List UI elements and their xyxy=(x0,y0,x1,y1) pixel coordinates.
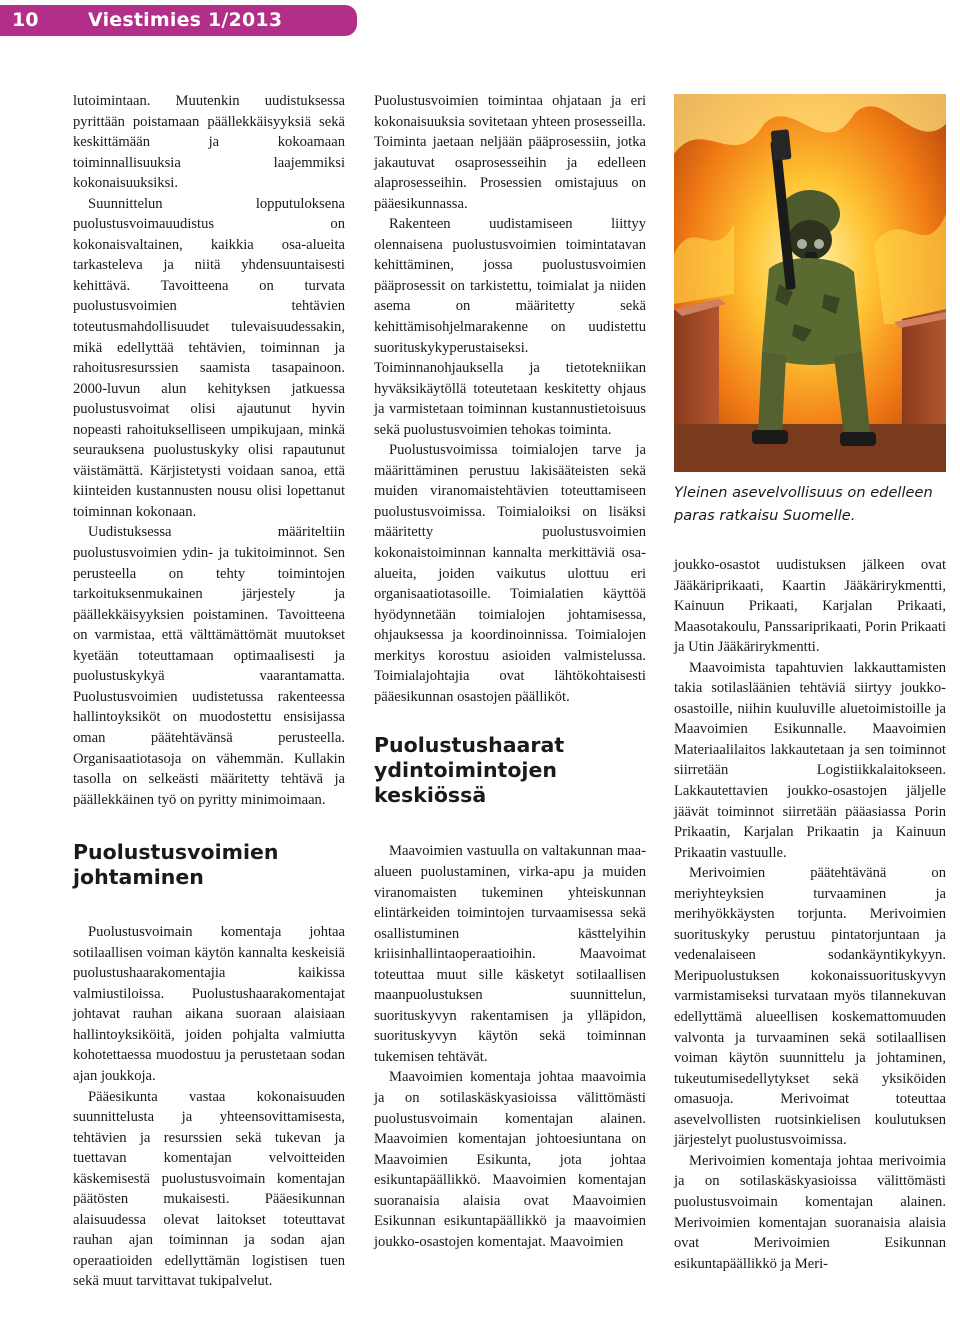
soldier-fire-photo xyxy=(674,94,946,472)
paragraph: Puolustusvoimissa toimialojen tarve ja määrittäminen perustuu lakisääteisten sekä muiden viranomaistehtävien toteuttamiseen puolustusvoimissa. Toimialoiksi on lisäksi määritetty puolustusvoimien kokonaistoiminnan kannalta merkittäviä osa-alueita, joiden vaikutus ulottuu eri organisaatiotasoille. Toimialatien käyttöä hyödynnetään toimialojen johtamisessa, ohjauksessa ja koordinoinnissa. Toimialojen merkitys korostuu asioiden valmistelussa. Toimialajohtajia ovat lähtökohtaisesti pääesikunnan osastojen päälliköt. xyxy=(374,442,646,705)
paragraph: Rakenteen uudistamiseen liittyy olennaisena puolustusvoimien toimintatavan kehittäminen, jossa puolustusvoimien pääprosessit on tarkistettu, toimialat ja niiden asema on määritetty sekä kehittämisohjelmarakenne on uudistettu suorituskykyperustaiseksi. Toiminnanohjauksella ja tietotekniikan hyväksikäytöllä toteutetaan keskitetty ohjaus ja varmistetaan toiminnan kustannustietoisuus sekä puolustusvoimien tehokas toiminta. xyxy=(374,216,646,438)
paragraph: Maavoimien vastuulla on valtakunnan maa-alueen puolustaminen, virka-apu ja muiden viranomaisten tukeminen yhteiskunnan elintärkeiden toimintojen turvaamisessa sekä osallistuminen kästtelyihin kriisinhallintaoperaatioihin. Maavoimat toteuttaa muut sille käsketyt sotilaallisen maanpuolustuksen suunnittelun, suorituskyvyn rakentamisen ja ylläpidon, suorituskyvyn käytön sekä toiminnan tukemisen tehtävät. xyxy=(374,843,646,1065)
page-header-bar xyxy=(0,5,357,36)
paragraph: joukko-osastot uudistuksen jälkeen ovat Jääkäriprikaati, Kaartin Jääkärirykmentti, Kainuun Prikaati, Karjalan Prikaati, Maasotakoulu, Panssariprikaati, Porin Prikaati ja Utin Jääkärirykmentti. xyxy=(674,557,946,656)
publication-title: Viestimies 1/2013 xyxy=(88,9,283,31)
photo-caption: Yleinen asevelvollisuus on edelleen paras ratkaisu Suomelle. xyxy=(674,484,933,524)
column-3 xyxy=(674,555,946,1274)
section-heading-johtaminen: Puolustusvoimien johtaminen xyxy=(73,840,279,890)
column-1 xyxy=(73,91,345,1292)
paragraph: lutoimintaan. Muutenkin uudistuksessa pyrittään poistamaan päällekkäisyyksiä sekä keskittämään ja kokoamaan toiminnallisuuksia laajemmiksi kokonaisuuksiksi. xyxy=(73,93,345,192)
section-heading-puolustushaarat: Puolustushaarat ydintoimintojen keskiössä xyxy=(374,733,565,808)
paragraph: Uudistuksessa määriteltiin puolustusvoimien ydin- ja tukitoiminnot. Sen perusteella on tehty toimintojen tarkoituksenmukainen järjestely ja päällekkäisyyksien poistaminen. Tavoitteena on varmistaa, että välttämättömät muutokset kyetään toteuttamaan optimaalisesti ja puolustuskykyä vaarantamatta. Puolustusvoimien uudistetussa rakenteessa hallintoyksiköt on muodostettu ensisijassa oman päätehtävänsä perusteella. Organisaatiotasoja on vähemmän. Kullakin tasolla on selkeästi määritetty tehtävä ja päällekkäinen työ on pyritty minimoimaan. xyxy=(73,524,345,808)
paragraph: Merivoimien komentaja johtaa merivoimia ja on sotilaskäskyasioissa välittömästi puolustusvoimain komentajan alainen. Merivoimien komentajan suoranaisia alaisia ovat Merivoimien Esikunnan esikuntapäällikkö ja Meri- xyxy=(674,1152,946,1272)
paragraph: Merivoimien päätehtävänä on meriyhteyksien turvaaminen ja merihyökkäysten torjunta. Merivoimien suorituskyky perustuu pintatorjuntaan ja vedenalaiseen sodankäyntikykyyn. Meripuolustuksen kokonaissuorituskyvyn varmistamiseksi turvataan myös tilannekuvan edellyttämä alueellisen koskemattomuuden valvonta ja turvaaminen sekä sotilaallisen voiman käytön suunnittelu ja johtaminen, tukeutumisedellytykset sekä yksiköiden omasuoja. Merivoimat toteuttaa asevelvollisten ruotsinkielisen koulutuksen järjestelyt puolustusvoimissa. xyxy=(674,865,946,1149)
paragraph: Puolustusvoimain komentaja johtaa sotilaallisen voiman käytön kannalta keskeisiä puolustushaarakomentajia kaikissa valmiustiloissa. Puolustushaarakomentajat johtavat rauhan aikana suoraan alaisiaan hallintoyksiköitä, joiden pohjalta valmiutta kohotettaessa muodostuu ja perustetaan sodan ajan joukkoja. xyxy=(73,924,345,1084)
page-number: 10 xyxy=(12,9,39,31)
column-2 xyxy=(374,91,646,1252)
paragraph: Puolustusvoimien toimintaa ohjataan ja eri kokonaisuuksia sovitetaan yhteen prosesseilla. Toiminta jaetaan neljään pääprosessiin, jotka jakautuvat osaprosesseihin ja edelleen alaprosesseihin. Prosessien omistajuus on pääesikunnassa. xyxy=(374,93,646,212)
paragraph: Maavoimien komentaja johtaa maavoimia ja on sotilaskäskyasioissa välittömästi puolustusvoimain komentajan alainen. Maavoimien komentajan johtoesiuntana on Maavoimien Esikunta, jota johtaa esikuntapäällikkö. Maavoimien komentajan suoranaisia alaisia ovat Maavoimien Esikunnan esikuntapäällikkö ja maavoimien joukko-osastojen komentajat. Maavoimien xyxy=(374,1069,646,1250)
paragraph: Pääesikunta vastaa kokonaisuuden suunnittelusta ja yhteensovittamisesta, tehtävien ja resurssien sekä tukevan ja tuettavan komentajan velvoitteiden käskemisestä puolustusvoimain komentajan päätösten mukaisesti. Pääesikunnan alaisuudessa olevat laitokset toteuttavat rauhan ajan toiminnan ja sodan ajan operaatioiden edellyttämän logistisen tuen sekä muut tarvittavat tukipalvelut. xyxy=(73,1088,345,1290)
paragraph: Suunnittelun lopputuloksena puolustusvoimauudistus on kokonaisvaltainen, kaikkia osa-alueita tarkasteleva ja niitä yhdensuuntaisesti kehittävä. Tavoitteena on turvata puolustusvoimien tehtävien toteutusmahdollisuudet tulevaisuudessakin, mikä edellyttää tehtävien, toiminnan ja rahoitusresurssien saamista tasapainoon. 2000-luvun alun kehityksen jatkuessa puolustusvoimat olisi ajautunut hyvin nopeasti rahoitukselliseen umpikujaan, minkä seurauksena puolustuskyky olisi rapautunut väistämättä. Kärjistetysti voidaan sanoa, että kiinteiden kustannusten nousu olisi lopettanut toiminnan kokonaan. xyxy=(73,195,345,520)
paragraph: Maavoimista tapahtuvien lakkauttamisten takia sotilasläänien tehtäviä siirtyy joukko-osastoille, niihin kuuluville aluetoimistoille ja Maavoimien Esikunnalle. Maavoimien Materiaalilaitos lakkautetaan ja sen toiminnot siirretään Logistiikkalaitokseen. Lakkautettavien joukko-osastojen jäljelle jäävät toiminnot siirretään pääasiassa Porin Prikaatin, Karjalan Prikaatin ja Kainuun Prikaatin vastuulle. xyxy=(674,659,946,861)
